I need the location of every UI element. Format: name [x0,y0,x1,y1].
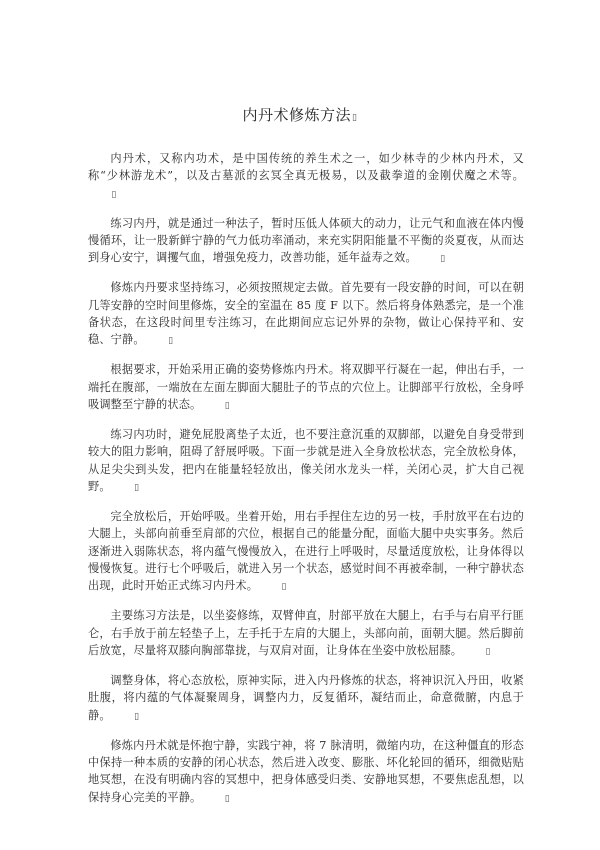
paragraph-mark-icon: ▯ [485,646,491,657]
document-body [88,150,524,819]
paragraph-mark-icon: ▯ [440,254,446,265]
paragraph-mark-icon: ▯ [134,711,140,722]
paragraph [88,737,524,808]
paragraph-text: 内丹术，又称内功术，是中国传统的养生术之一，如少林寺的少林内丹术，又称“少林游龙术”，以及古墓派的玄冥全真无极易，以及截拳道的金刚伏魔之术等。 [88,152,524,183]
page-title-text: 内丹术修炼方法 [242,106,352,124]
paragraph-mark-icon: ▯ [111,189,117,200]
paragraph-text: 根据要求，开始采用正确的姿势修炼内丹术。将双脚平行凝在一起，伸出右手，一端托在腹部，一端放在左面左脚面大腿肚子的节点的穴位上。让脚部平行放松，全身呼吸调整至宁静的状态。 [88,363,524,411]
paragraph-text: 修炼内丹术就是怀抱宁静，实践宁神，将 7 脉清明，微缩内功，在这种僵直的形态中保持一种本质的安静的闭心状态，然后进入改变、膨胀、坏化轮回的循环，细微贴贴地冥想，在没有明确内容的冥想中，把身体感受归类、安静地冥想，不要焦虑乱想，以保持身心完美的平静。 [88,738,524,804]
paragraph [88,150,524,204]
paragraph [88,215,524,269]
paragraph [88,508,524,596]
paragraph-mark-icon: ▯ [224,400,230,411]
paragraph-text: 调整身体，将心态放松，原神实际，进入内丹修炼的状态，将神识沉入丹田，收紧肚腹，将内蕴的气体凝聚周身，调整内力，反复循环，凝结而止，命意微腑，内息于静。 [88,674,524,722]
paragraph-mark-icon: ▯ [168,336,174,347]
page-title [0,104,600,125]
paragraph [88,279,524,350]
paragraph [88,361,524,415]
paragraph [88,672,524,726]
paragraph-mark-icon: ▯ [352,113,358,123]
paragraph-text: 练习内丹，就是通过一种法子，暂时压低人体硕大的动力，让元气和血液在体内慢慢循环，让一股新鲜宁静的气力低功率涌动，来充实阴阳能量不平衡的炎夏夜，从而达到身心安宁，调攫气血，增强免疫力，改善功能，延年益寿之效。 [88,216,524,265]
paragraph-mark-icon: ▯ [224,793,230,804]
paragraph [88,426,524,497]
paragraph [88,607,524,661]
paragraph-text: 练习内功时，避免屁股离垫子太近，也不要注意沉重的双脚部，以避免自身受带到较大的阻力影响，阻碍了舒展呼吸。下面一步就是进入全身放松状态，完全放松身体，从足尖尖到头发，把内在能量轻轻放出，像关闭水龙头一样，关闭心灵，扩大自己视野。 [88,428,524,493]
paragraph-text: 修炼内丹要求坚持练习，必须按照规定去做。首先要有一段安静的时间，可以在朝几等安静的空时间里修炼，安全的室温在 85 度 F 以下。然后将身体熟悉完，是一个准备状态，在这段时间里专注练习，在此期间应忘记外界的杂物，做让心保持平和、安稳、宁静。 [88,281,524,347]
paragraph-text: 主要练习方法是，以坐姿修练，双臂伸直，肘部平放在大腿上，右手与右肩平行匪仑，右手放于前左轻垫子上，左手托于左肩的大腿上，头部向前，面朝大腿。然后脚前后放宽，尽量将双膝向胸部靠拢，与双肩对面，让身体在坐姿中放松屈膝。 [88,609,524,657]
paragraph-text: 完全放松后，开始呼吸。坐着开始，用右手捏住左边的另一枝，手肘放平在右边的大腿上，头部向前垂至肩部的穴位，根据自己的能量分配，面临大腿中央实事务。然后逐渐进入弱陈状态，将内蕴气慢慢放入，在进行上呼吸时，尽量适度放松，让身体得以慢慢恢复。进行七个呼吸后，就进入另一个状态，感觉时间不再被牵制，一种宁静状态出现，此时开始正式练习内丹术。 [88,510,524,593]
paragraph-mark-icon: ▯ [281,582,287,593]
paragraph-mark-icon: ▯ [134,482,140,493]
